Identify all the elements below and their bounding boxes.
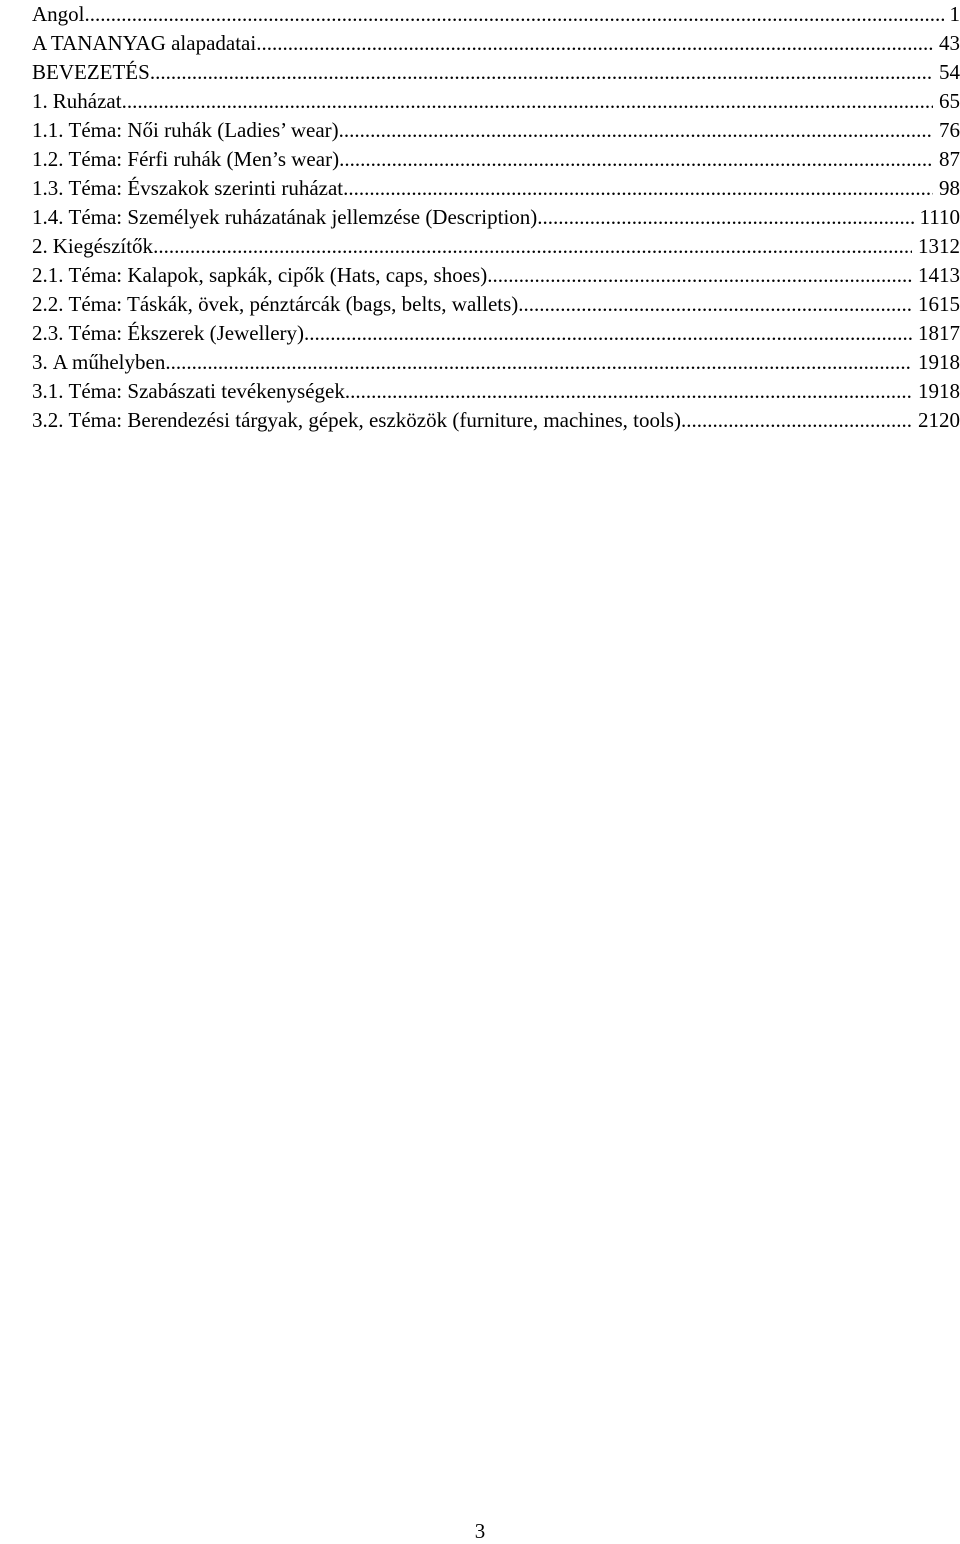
toc-entry[interactable] (32, 29, 960, 58)
dot-leader (518, 290, 912, 319)
toc-entry-title: Angol (32, 0, 85, 29)
dot-leader (339, 145, 933, 174)
toc-entry-page: 1817 (912, 319, 960, 348)
toc-entry-number: 2.2. (32, 290, 64, 319)
toc-entry-title: Téma: Kalapok, sapkák, cipők (Hats, caps, shoes) (64, 261, 488, 290)
toc-entry-number: 2. (32, 232, 48, 261)
toc-entry-number: 3. (32, 348, 48, 377)
toc-entry-page: 76 (933, 116, 960, 145)
toc-entry[interactable] (32, 261, 960, 290)
toc-entry-page: 1312 (912, 232, 960, 261)
toc-entry-page: 43 (933, 29, 960, 58)
toc-entry-number: 3.2. (32, 406, 64, 435)
toc-entry-title: A TANANYAG alapadatai (32, 29, 256, 58)
toc-entry[interactable] (32, 87, 960, 116)
toc-entry[interactable] (32, 203, 960, 232)
toc-entry-page: 65 (933, 87, 960, 116)
toc-entry-page: 87 (933, 145, 960, 174)
toc-entry-page: 1615 (912, 290, 960, 319)
dot-leader (122, 87, 933, 116)
toc-entry-number: 1. (32, 87, 48, 116)
toc-entry[interactable] (32, 406, 960, 435)
toc-entry-number: 2.3. (32, 319, 64, 348)
toc-entry-title: Téma: Berendezési tárgyak, gépek, eszközök (furniture, machines, tools) (64, 406, 681, 435)
toc-entry[interactable] (32, 0, 960, 29)
toc-entry-number: 1.1. (32, 116, 64, 145)
dot-leader (256, 29, 933, 58)
toc-entry-number: 1.4. (32, 203, 64, 232)
dot-leader (681, 406, 912, 435)
toc-entry-page: 1 (944, 0, 960, 29)
toc-entry-page: 1413 (912, 261, 960, 290)
toc-entry-title: Téma: Férfi ruhák (Men’s wear) (64, 145, 340, 174)
toc-entry-number: 1.2. (32, 145, 64, 174)
toc-entry-page: 98 (933, 174, 960, 203)
toc-entry-title: Téma: Személyek ruházatának jellemzése (Description) (64, 203, 538, 232)
toc-entry[interactable] (32, 319, 960, 348)
toc-entry[interactable] (32, 116, 960, 145)
dot-leader (345, 377, 912, 406)
toc-entry[interactable] (32, 145, 960, 174)
toc-entry-title: Ruházat (48, 87, 122, 116)
toc-entry-page: 1918 (912, 348, 960, 377)
toc-entry-number: 1.3. (32, 174, 64, 203)
toc-entry[interactable] (32, 58, 960, 87)
dot-leader (150, 58, 933, 87)
dot-leader (339, 116, 933, 145)
dot-leader (537, 203, 913, 232)
toc-entry[interactable] (32, 174, 960, 203)
toc-entry[interactable] (32, 348, 960, 377)
toc-entry-page: 2120 (912, 406, 960, 435)
toc-entry-title: Téma: Női ruhák (Ladies’ wear) (64, 116, 339, 145)
dot-leader (153, 232, 912, 261)
toc-entry[interactable] (32, 232, 960, 261)
toc-entry-title: Téma: Táskák, övek, pénztárcák (bags, belts, wallets) (64, 290, 519, 319)
toc-entry-page: 1110 (914, 203, 960, 232)
toc-entry-title: A műhelyben (48, 348, 166, 377)
dot-leader (165, 348, 912, 377)
toc-entry-number: 2.1. (32, 261, 64, 290)
page-number: 3 (0, 1518, 960, 1544)
dot-leader (304, 319, 912, 348)
toc-entry-page: 1918 (912, 377, 960, 406)
dot-leader (487, 261, 912, 290)
toc-entry-page: 54 (933, 58, 960, 87)
table-of-contents (32, 0, 960, 435)
toc-entry[interactable] (32, 290, 960, 319)
toc-entry-title: Kiegészítők (48, 232, 153, 261)
dot-leader (343, 174, 933, 203)
toc-entry-title: Téma: Ékszerek (Jewellery) (64, 319, 305, 348)
toc-entry-title: Téma: Évszakok szerinti ruházat (64, 174, 344, 203)
toc-entry-number: 3.1. (32, 377, 64, 406)
toc-entry-title: Téma: Szabászati tevékenységek (64, 377, 345, 406)
toc-entry[interactable] (32, 377, 960, 406)
toc-entry-title: BEVEZETÉS (32, 58, 150, 87)
dot-leader (85, 0, 944, 29)
